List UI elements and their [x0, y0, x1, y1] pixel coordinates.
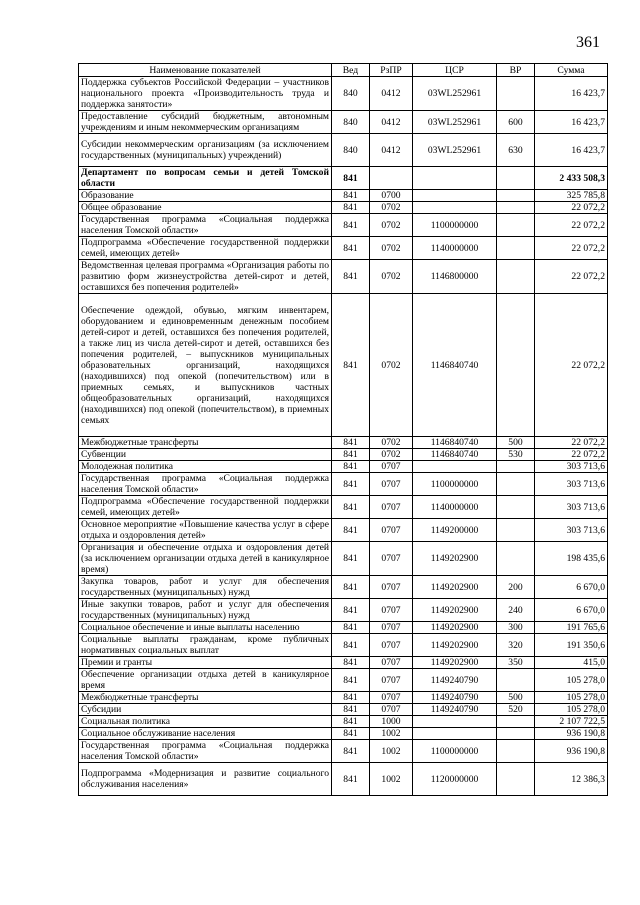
table-row: [79, 134, 608, 167]
cell-vr: 320: [497, 634, 535, 657]
table-row: [79, 111, 608, 134]
table-row: [79, 576, 608, 599]
cell-vr: [497, 461, 535, 473]
cell-rzpr: 0707: [370, 576, 413, 599]
cell-name: Государственная программа «Социальная поддержка населения Томской области»: [79, 473, 332, 496]
cell-rzpr: 0707: [370, 519, 413, 542]
cell-sum: 22 072,2: [535, 237, 608, 260]
cell-csr: 1120000000: [413, 763, 497, 796]
cell-vr: 600: [497, 111, 535, 134]
cell-csr: 1149202900: [413, 542, 497, 576]
cell-rzpr: 0707: [370, 669, 413, 692]
cell-sum: 16 423,7: [535, 111, 608, 134]
table-row: [79, 473, 608, 496]
cell-vr: 350: [497, 657, 535, 669]
cell-csr: 1149202900: [413, 634, 497, 657]
cell-csr: [413, 190, 497, 202]
cell-rzpr: 1002: [370, 728, 413, 740]
cell-sum: 105 278,0: [535, 704, 608, 716]
cell-rzpr: 0412: [370, 77, 413, 111]
cell-sum: 191 350,6: [535, 634, 608, 657]
header-vr: ВР: [497, 64, 535, 77]
cell-vr: [497, 728, 535, 740]
table-row: [79, 77, 608, 111]
cell-csr: 1149240790: [413, 669, 497, 692]
cell-csr: 1100000000: [413, 214, 497, 237]
table-row: [79, 190, 608, 202]
cell-rzpr: 0707: [370, 657, 413, 669]
table-row: [79, 669, 608, 692]
cell-name: Субсидии некоммерческим организациям (за исключением государственных (муниципальных) учреждений): [79, 134, 332, 167]
cell-rzpr: [370, 167, 413, 190]
cell-ved: 841: [332, 214, 370, 237]
cell-ved: 841: [332, 542, 370, 576]
cell-vr: [497, 496, 535, 519]
cell-name: Обеспечение организации отдыха детей в каникулярное время: [79, 669, 332, 692]
header-csr: ЦСР: [413, 64, 497, 77]
cell-ved: 841: [332, 728, 370, 740]
page-number: 361: [576, 34, 600, 51]
cell-ved: 841: [332, 260, 370, 294]
cell-csr: [413, 728, 497, 740]
cell-vr: 240: [497, 599, 535, 622]
cell-sum: 6 670,0: [535, 599, 608, 622]
table-row: [79, 260, 608, 294]
cell-sum: 22 072,2: [535, 202, 608, 214]
cell-name: Социальные выплаты гражданам, кроме публичных нормативных социальных выплат: [79, 634, 332, 657]
cell-vr: [497, 167, 535, 190]
cell-sum: 936 190,8: [535, 728, 608, 740]
cell-name: Межбюджетные трансферты: [79, 692, 332, 704]
table-row: [79, 214, 608, 237]
cell-name: Субвенции: [79, 449, 332, 461]
cell-sum: 105 278,0: [535, 669, 608, 692]
cell-ved: 841: [332, 496, 370, 519]
cell-vr: [497, 202, 535, 214]
header-sum: Сумма: [535, 64, 608, 77]
table-row: [79, 657, 608, 669]
table-row: [79, 294, 608, 437]
cell-name: Государственная программа «Социальная поддержка населения Томской области»: [79, 740, 332, 763]
cell-vr: 500: [497, 437, 535, 449]
cell-vr: [497, 542, 535, 576]
cell-csr: 1149200000: [413, 519, 497, 542]
cell-rzpr: 0702: [370, 294, 413, 437]
table-row: [79, 167, 608, 190]
cell-vr: [497, 669, 535, 692]
cell-sum: 16 423,7: [535, 134, 608, 167]
cell-sum: 303 713,6: [535, 461, 608, 473]
cell-csr: 1149202900: [413, 599, 497, 622]
cell-rzpr: 0702: [370, 437, 413, 449]
cell-name: Основное мероприятие «Повышение качества услуг в сфере отдыха и оздоровления детей»: [79, 519, 332, 542]
cell-sum: 325 785,8: [535, 190, 608, 202]
cell-name: Департамент по вопросам семьи и детей Томской области: [79, 167, 332, 190]
cell-csr: 1149202900: [413, 576, 497, 599]
cell-vr: [497, 294, 535, 437]
cell-vr: 200: [497, 576, 535, 599]
header-rzpr: РзПР: [370, 64, 413, 77]
cell-csr: 1149202900: [413, 657, 497, 669]
cell-ved: 841: [332, 704, 370, 716]
cell-ved: 841: [332, 461, 370, 473]
cell-csr: 1100000000: [413, 740, 497, 763]
cell-ved: 841: [332, 576, 370, 599]
cell-name: Ведомственная целевая программа «Организация работы по развитию форм жизнеустройства детей-сирот и детей, оставшихся без попечения родителей»: [79, 260, 332, 294]
table-row: [79, 763, 608, 796]
cell-vr: 520: [497, 704, 535, 716]
cell-name: Субсидии: [79, 704, 332, 716]
cell-name: Предоставление субсидий бюджетным, автономным учреждениям и иным некоммерческим организациям: [79, 111, 332, 134]
cell-name: Молодежная политика: [79, 461, 332, 473]
header-name: Наименование показателей: [79, 64, 332, 77]
table-row: [79, 437, 608, 449]
table-row: [79, 704, 608, 716]
cell-vr: 300: [497, 622, 535, 634]
table-row: [79, 692, 608, 704]
cell-name: Подпрограмма «Модернизация и развитие социального обслуживания населения»: [79, 763, 332, 796]
table-row: [79, 237, 608, 260]
cell-csr: 1140000000: [413, 496, 497, 519]
cell-rzpr: 0707: [370, 622, 413, 634]
cell-csr: [413, 716, 497, 728]
cell-sum: 2 107 722,5: [535, 716, 608, 728]
table-body: [79, 77, 608, 796]
cell-vr: [497, 260, 535, 294]
cell-csr: [413, 167, 497, 190]
cell-sum: 303 713,6: [535, 519, 608, 542]
cell-sum: 415,0: [535, 657, 608, 669]
table-row: [79, 202, 608, 214]
cell-vr: [497, 237, 535, 260]
cell-csr: 1149202900: [413, 622, 497, 634]
cell-ved: 841: [332, 519, 370, 542]
cell-rzpr: 0700: [370, 190, 413, 202]
cell-name: Обеспечение одеждой, обувью, мягким инвентарем, оборудованием и единовременным денежным пособием детей-сирот и детей, оставшихся без попечения родителей, а также лиц из числа детей-сирот и детей, оставшихся без попечения родителей, – выпускников муниципальных образовательных организаций, находящихся (находившихся) под опекой (попечительством) или в приемных семьях, и выпускников частных общеобразовательных организаций, находящихся (находившихся) под опекой (попечительством), в приемных семьях: [79, 294, 332, 437]
cell-vr: [497, 763, 535, 796]
cell-sum: 22 072,2: [535, 437, 608, 449]
cell-rzpr: 0412: [370, 134, 413, 167]
cell-rzpr: 1000: [370, 716, 413, 728]
cell-sum: 12 386,3: [535, 763, 608, 796]
cell-sum: 22 072,2: [535, 214, 608, 237]
cell-csr: 03WL252961: [413, 134, 497, 167]
cell-vr: [497, 740, 535, 763]
cell-sum: 198 435,6: [535, 542, 608, 576]
cell-rzpr: 0702: [370, 202, 413, 214]
cell-rzpr: 1002: [370, 740, 413, 763]
cell-name: Иные закупки товаров, работ и услуг для обеспечения государственных (муниципальных) нужд: [79, 599, 332, 622]
cell-vr: [497, 77, 535, 111]
cell-sum: 2 433 508,3: [535, 167, 608, 190]
cell-name: Социальная политика: [79, 716, 332, 728]
cell-csr: 1140000000: [413, 237, 497, 260]
cell-csr: 1100000000: [413, 473, 497, 496]
cell-ved: 841: [332, 599, 370, 622]
cell-name: Образование: [79, 190, 332, 202]
cell-ved: 841: [332, 657, 370, 669]
cell-sum: 16 423,7: [535, 77, 608, 111]
cell-name: Социальное обеспечение и иные выплаты населению: [79, 622, 332, 634]
cell-rzpr: 0702: [370, 237, 413, 260]
cell-sum: 303 713,6: [535, 496, 608, 519]
cell-ved: 841: [332, 237, 370, 260]
cell-sum: 6 670,0: [535, 576, 608, 599]
cell-name: Общее образование: [79, 202, 332, 214]
cell-rzpr: 0707: [370, 704, 413, 716]
cell-vr: [497, 473, 535, 496]
cell-ved: 841: [332, 294, 370, 437]
table-row: [79, 599, 608, 622]
cell-vr: [497, 190, 535, 202]
cell-name: Подпрограмма «Обеспечение государственной поддержки семей, имеющих детей»: [79, 237, 332, 260]
cell-name: Поддержка субъектов Российской Федерации – участников национального проекта «Производительность труда и поддержка занятости»: [79, 77, 332, 111]
cell-sum: 303 713,6: [535, 473, 608, 496]
cell-sum: 22 072,2: [535, 449, 608, 461]
cell-csr: 03WL252961: [413, 111, 497, 134]
cell-csr: 1146840740: [413, 294, 497, 437]
cell-name: Государственная программа «Социальная поддержка населения Томской области»: [79, 214, 332, 237]
cell-vr: 530: [497, 449, 535, 461]
cell-name: Организация и обеспечение отдыха и оздоровления детей (за исключением организации отдыха детей в каникулярное время): [79, 542, 332, 576]
cell-ved: 841: [332, 202, 370, 214]
table-row: [79, 449, 608, 461]
cell-csr: 03WL252961: [413, 77, 497, 111]
cell-ved: 841: [332, 740, 370, 763]
cell-rzpr: 0702: [370, 260, 413, 294]
cell-ved: 840: [332, 77, 370, 111]
cell-rzpr: 0702: [370, 214, 413, 237]
cell-rzpr: 0707: [370, 634, 413, 657]
cell-ved: 841: [332, 167, 370, 190]
cell-csr: 1146840740: [413, 437, 497, 449]
cell-sum: 191 765,6: [535, 622, 608, 634]
cell-ved: 841: [332, 190, 370, 202]
cell-rzpr: 0707: [370, 692, 413, 704]
table-header-row: [79, 64, 608, 77]
table-row: [79, 728, 608, 740]
cell-sum: 22 072,2: [535, 260, 608, 294]
cell-sum: 936 190,8: [535, 740, 608, 763]
cell-csr: 1146800000: [413, 260, 497, 294]
cell-rzpr: 0707: [370, 599, 413, 622]
table-row: [79, 634, 608, 657]
table-row: [79, 461, 608, 473]
cell-vr: [497, 519, 535, 542]
cell-name: Социальное обслуживание населения: [79, 728, 332, 740]
cell-ved: 841: [332, 634, 370, 657]
cell-vr: 630: [497, 134, 535, 167]
cell-rzpr: 0707: [370, 496, 413, 519]
cell-csr: 1149240790: [413, 692, 497, 704]
budget-table: [78, 63, 608, 796]
cell-csr: 1149240790: [413, 704, 497, 716]
cell-rzpr: 0707: [370, 461, 413, 473]
cell-ved: 840: [332, 134, 370, 167]
cell-ved: 840: [332, 111, 370, 134]
cell-sum: 105 278,0: [535, 692, 608, 704]
cell-vr: [497, 214, 535, 237]
table-row: [79, 622, 608, 634]
cell-rzpr: 0412: [370, 111, 413, 134]
cell-ved: 841: [332, 473, 370, 496]
cell-name: Закупка товаров, работ и услуг для обеспечения государственных (муниципальных) нужд: [79, 576, 332, 599]
cell-ved: 841: [332, 716, 370, 728]
cell-ved: 841: [332, 763, 370, 796]
table-row: [79, 740, 608, 763]
cell-csr: 1146840740: [413, 449, 497, 461]
cell-ved: 841: [332, 622, 370, 634]
cell-sum: 22 072,2: [535, 294, 608, 437]
cell-vr: 500: [497, 692, 535, 704]
cell-rzpr: 1002: [370, 763, 413, 796]
table-row: [79, 496, 608, 519]
cell-ved: 841: [332, 692, 370, 704]
cell-csr: [413, 461, 497, 473]
table-row: [79, 542, 608, 576]
cell-name: Подпрограмма «Обеспечение государственной поддержки семей, имеющих детей»: [79, 496, 332, 519]
cell-name: Премии и гранты: [79, 657, 332, 669]
table-row: [79, 716, 608, 728]
cell-ved: 841: [332, 437, 370, 449]
cell-csr: [413, 202, 497, 214]
cell-rzpr: 0702: [370, 449, 413, 461]
cell-rzpr: 0707: [370, 473, 413, 496]
header-ved: Вед: [332, 64, 370, 77]
cell-ved: 841: [332, 449, 370, 461]
table-row: [79, 519, 608, 542]
cell-rzpr: 0707: [370, 542, 413, 576]
cell-name: Межбюджетные трансферты: [79, 437, 332, 449]
cell-vr: [497, 716, 535, 728]
cell-ved: 841: [332, 669, 370, 692]
